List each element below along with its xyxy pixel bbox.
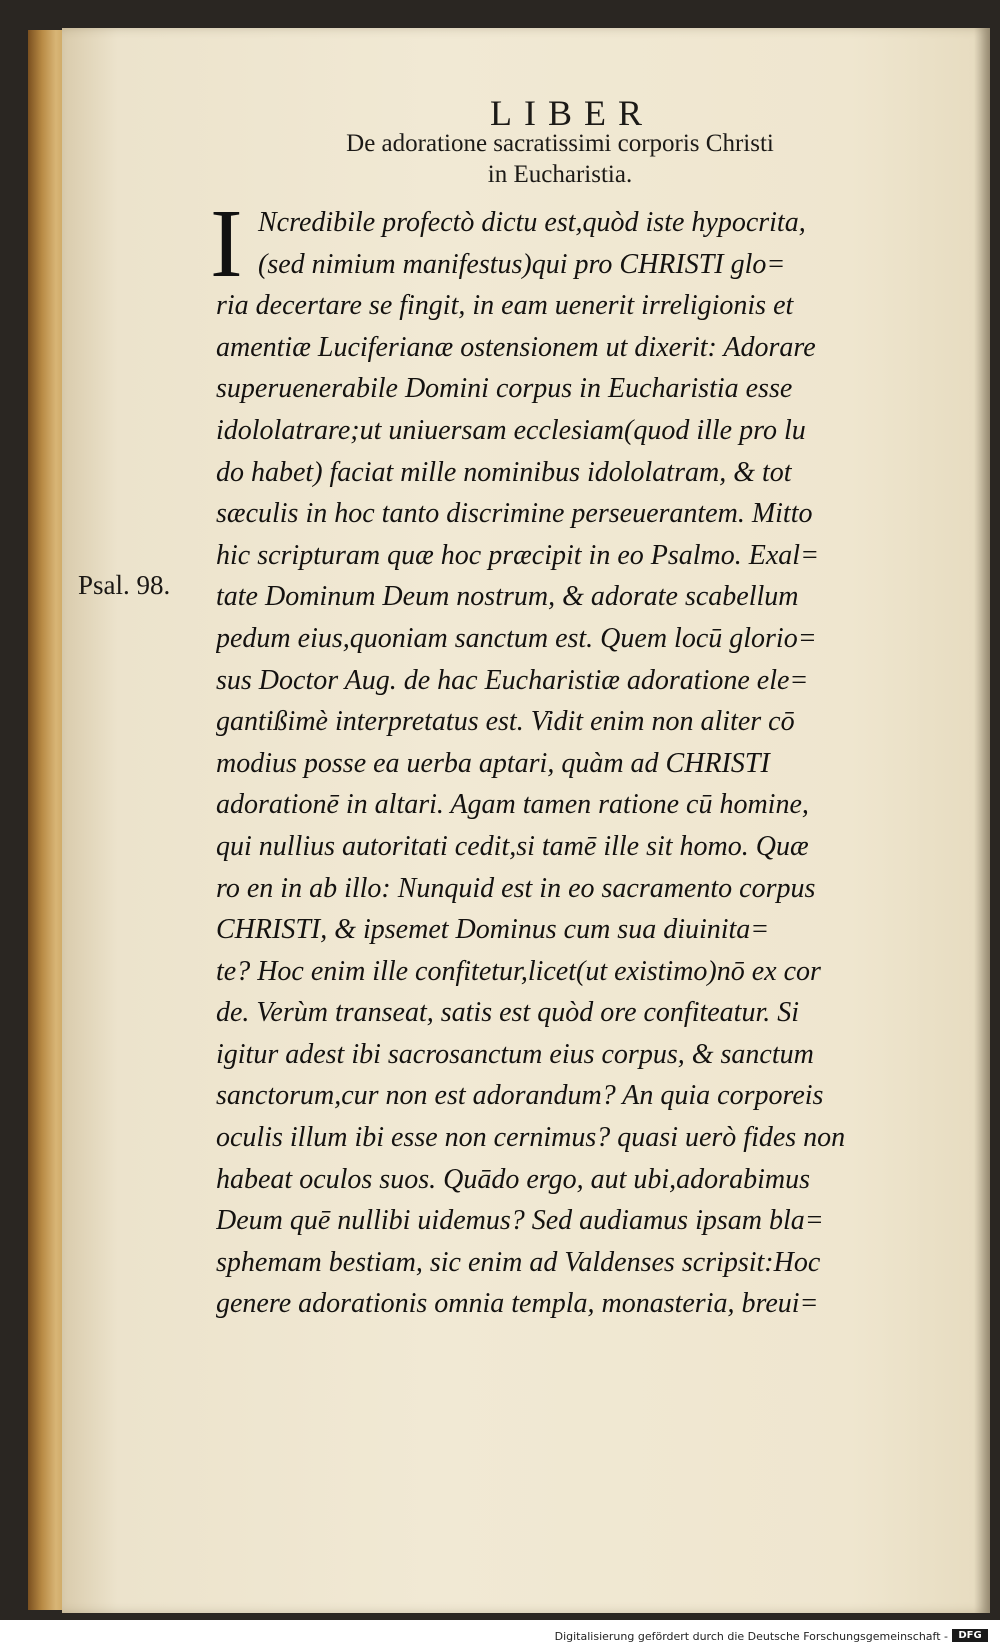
text-line: qui nullius autoritati cedit,si tamē ille sit homo. Quæ (216, 830, 809, 862)
text-line: ro en in ab illo: Nunquid est in eo sacramento corpus (216, 872, 816, 904)
text-line: Ncredibile profectò dictu est,quòd iste hypocrita, (258, 207, 806, 238)
body-text (216, 202, 886, 1325)
text-line: gantißimè interpretatus est. Vidit enim non aliter cō (216, 706, 795, 738)
text-line: sanctorum,cur non est adorandum? An quia corporeis (216, 1080, 824, 1112)
text-line: do habet) faciat mille nominibus idololatram, & tot (216, 456, 792, 488)
drop-initial: I (210, 190, 243, 298)
chapter-title-line: in Eucharistia. (487, 161, 633, 188)
text-line: sphemam bestiam, sic enim ad Valdenses scripsit:Hoc (216, 1246, 821, 1278)
text-line: ria decertare se fingit, in eam uenerit irreligionis et (216, 290, 794, 322)
text-line: de. Verùm transeat, satis est quòd ore confiteatur. Si (216, 997, 800, 1029)
text-line: tate Dominum Deum nostrum, & adorate scabellum (216, 581, 799, 613)
text-line: (sed nimium manifestus)qui pro CHRISTI glo= (258, 248, 786, 280)
chapter-title (200, 128, 920, 190)
margin-note: Psal. 98. (78, 570, 171, 600)
text-line: adorationē in altari. Agam tamen ratione cū homine, (216, 789, 809, 821)
text-line: habeat oculos suos. Quādo ergo, aut ubi,adorabimus (216, 1163, 810, 1195)
chapter-title-line: De adoratione sacratissimi corporis Christi (346, 130, 774, 157)
text-line: sæculis in hoc tanto discrimine perseuerantem. Mitto (216, 498, 813, 530)
text-line: superuenerabile Domini corpus in Eucharistia esse (216, 373, 793, 405)
dfg-logo: DFG (952, 1629, 988, 1642)
text-line: Deum quē nullibi uidemus? Sed audiamus ipsam bla= (216, 1205, 824, 1237)
text-line: idololatrare;ut uniuersam ecclesiam(quod ille pro lu (216, 414, 806, 446)
text-line: pedum eius,quoniam sanctum est. Quem locū glorio= (216, 622, 817, 654)
text-line: CHRISTI, & ipsemet Dominus cum sua diuinita= (216, 914, 770, 946)
text-line: modius posse ea uerba aptari, quàm ad CHRISTI (216, 747, 770, 779)
text-line: te? Hoc enim ille confitetur,licet(ut existimo)nō ex cor (216, 955, 821, 987)
text-line: hic scripturam quæ hoc præcipit in eo Psalmo. Exal= (216, 539, 819, 571)
text-line: genere adorationis omnia templa, monasteria, breui= (216, 1288, 819, 1320)
text-line: sus Doctor Aug. de hac Eucharistiæ adoratione ele= (216, 664, 809, 696)
running-head: LIBER (490, 93, 654, 133)
text-line: oculis illum ibi esse non cernimus? quasi uerò fides non (216, 1122, 846, 1154)
text-line: igitur adest ibi sacrosanctum eius corpus, & sanctum (216, 1038, 814, 1070)
footer-credit: Digitalisierung gefördert durch die Deutsche Forschungsgemeinschaft - (554, 1630, 948, 1643)
text-line: amentiæ Luciferianæ ostensionem ut dixerit: Adorare (216, 331, 816, 363)
